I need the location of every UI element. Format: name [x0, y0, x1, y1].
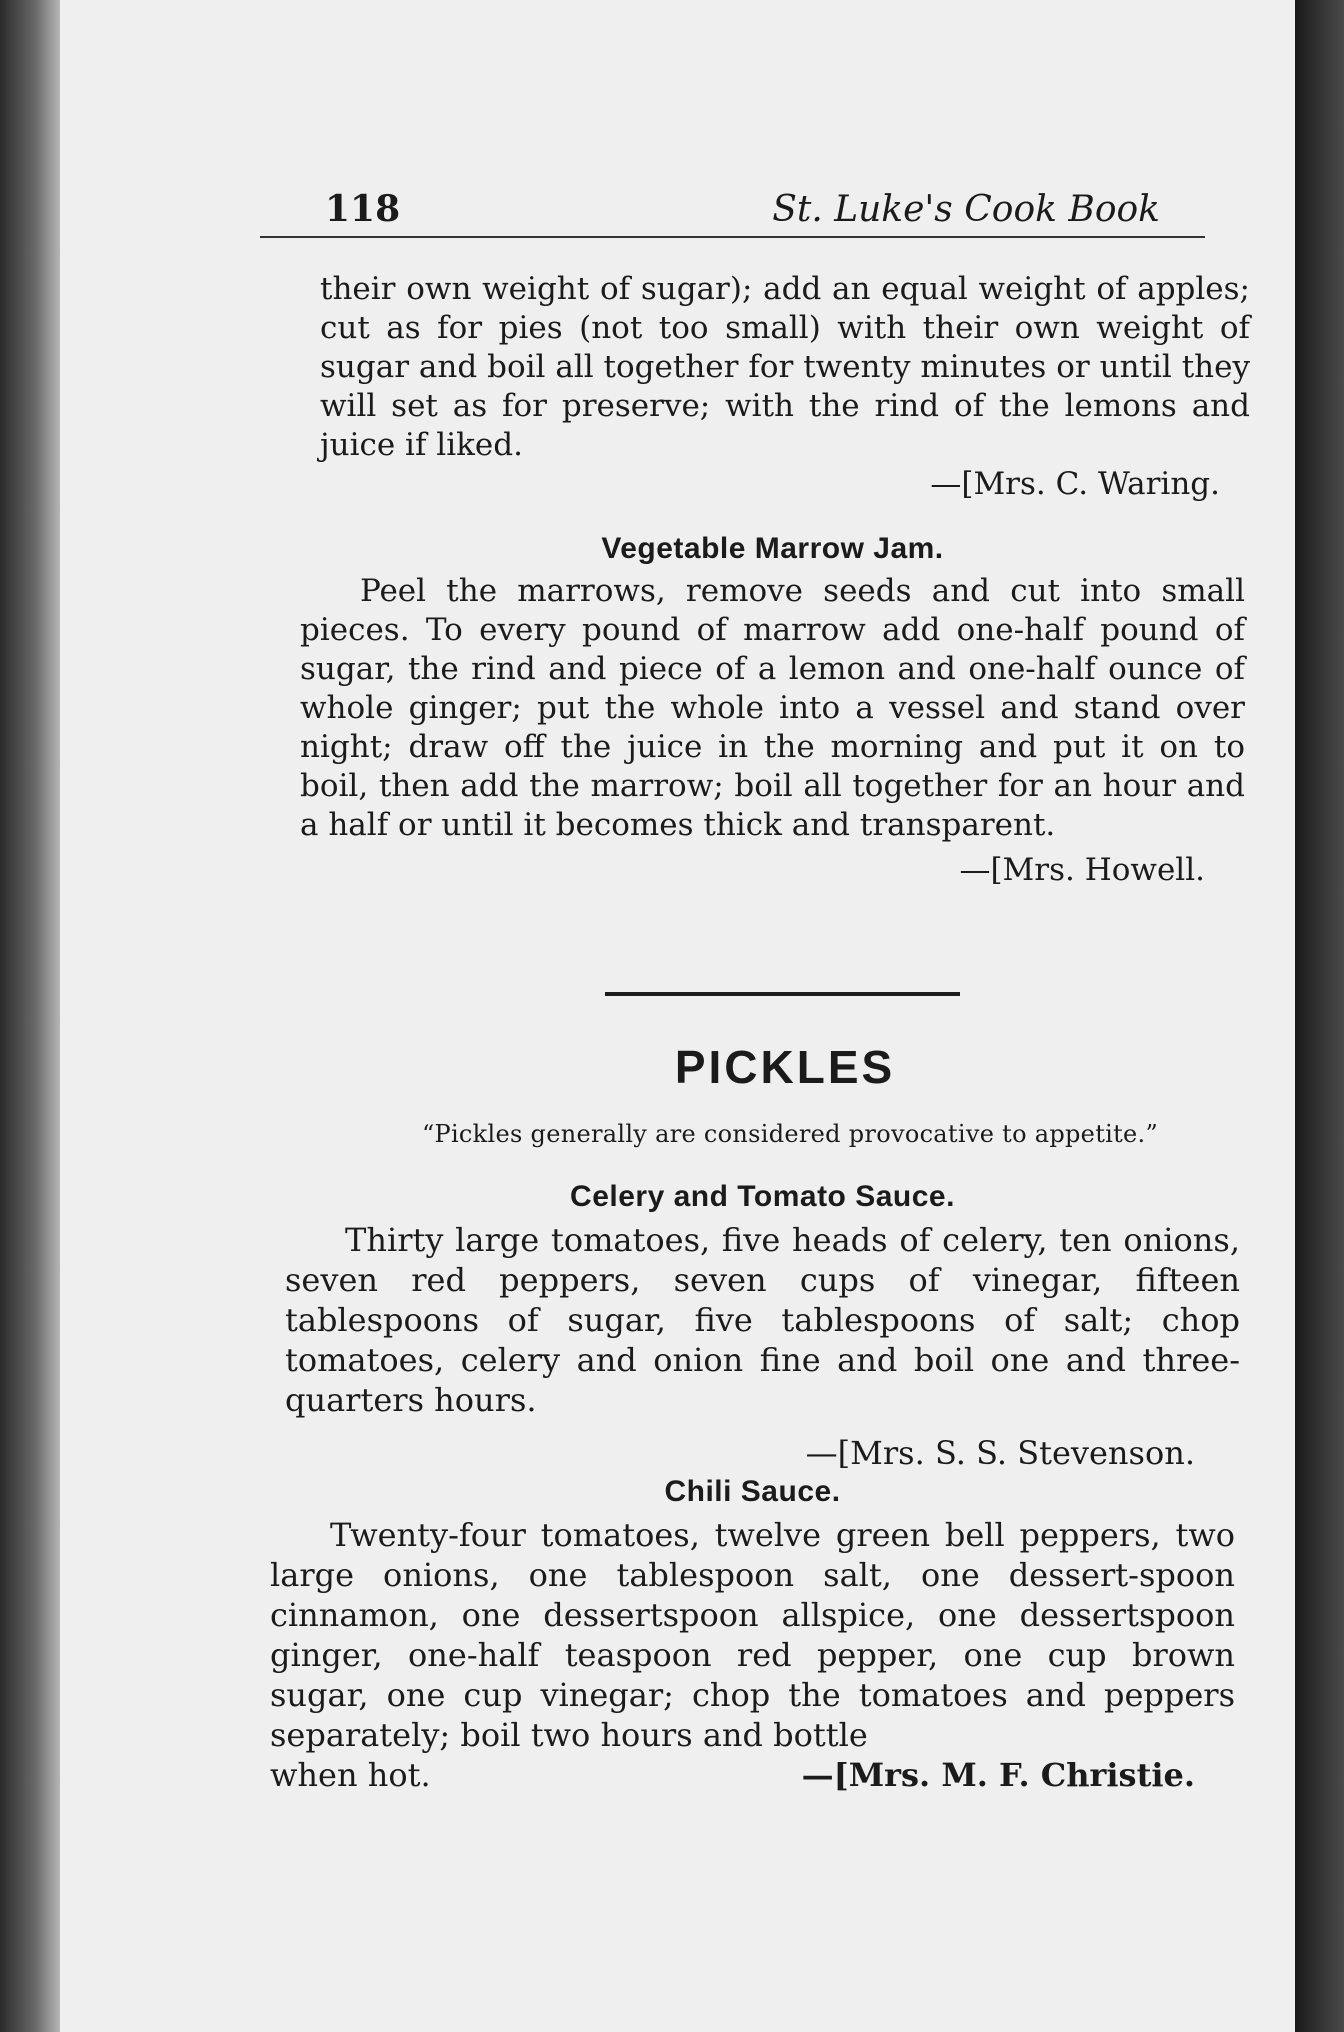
book-page: [60, 0, 1300, 2032]
recipe-body-end: when hot.: [270, 1756, 431, 1794]
running-title: St. Luke's Cook Book: [772, 189, 1160, 230]
recipe-vegetable-marrow-jam: [300, 532, 1245, 890]
page-number: 118: [325, 188, 401, 230]
recipe-title: Vegetable Marrow Jam.: [601, 532, 944, 565]
section-title: PICKLES: [674, 1041, 896, 1093]
recipe-last-line: [270, 1755, 1235, 1795]
recipe-body: Peel the marrows, remove seeds and cut into small pieces. To every pound of marrow add one-half pound of sugar, the rind and piece of a lemon and one-half ounce of whole ginger; put the whole into a vessel and stand over night; draw off the juice in the morning and put it on to boil, then add the marrow; boil all together for an hour and a half or until it becomes thick and transparent.: [300, 573, 1245, 843]
recipe-title: Chili Sauce.: [664, 1475, 841, 1508]
section-epigraph: “Pickles generally are considered provocative to appetite.”: [421, 1120, 1159, 1148]
page-header: [260, 170, 1205, 238]
recipe-title: Celery and Tomato Sauce.: [570, 1180, 955, 1213]
recipe-attribution: —[Mrs. C. Waring.: [930, 466, 1220, 502]
section-divider: [605, 992, 960, 996]
recipe-celery-tomato-sauce: [285, 1180, 1240, 1473]
recipe-attribution: —[Mrs. M. F. Christie.: [801, 1756, 1195, 1794]
recipe-continued: [320, 270, 1250, 504]
page-content: [260, 170, 1260, 1794]
recipe-body: their own weight of sugar); add an equal weight of apples; cut as for pies (not too small) with their own weight of sugar and boil all together for twenty minutes or until they will set as for preserve; with the rind of the lemons and juice if liked.: [320, 271, 1250, 463]
page-edge: [1295, 0, 1344, 2032]
recipe-chili-sauce: [270, 1475, 1235, 1795]
recipe-attribution: —[Mrs. Howell.: [959, 852, 1205, 888]
recipe-attribution: —[Mrs. S. S. Stevenson.: [805, 1434, 1195, 1472]
recipe-body: Thirty large tomatoes, five heads of celery, ten onions, seven red peppers, seven cups of vinegar, fifteen tablespoons of sugar, five tablespoons of salt; chop tomatoes, celery and onion fine and boil one and three-quarters hours.: [285, 1221, 1240, 1419]
recipe-body: Twenty-four tomatoes, twelve green bell peppers, two large onions, one tablespoon salt, one dessert-spoon cinnamon, one dessertspoon allspice, one dessertspoon ginger, one-half teaspoon red pepper, one cup brown sugar, one cup vinegar; chop the tomatoes and peppers separately; boil two hours and bottle: [270, 1516, 1235, 1754]
